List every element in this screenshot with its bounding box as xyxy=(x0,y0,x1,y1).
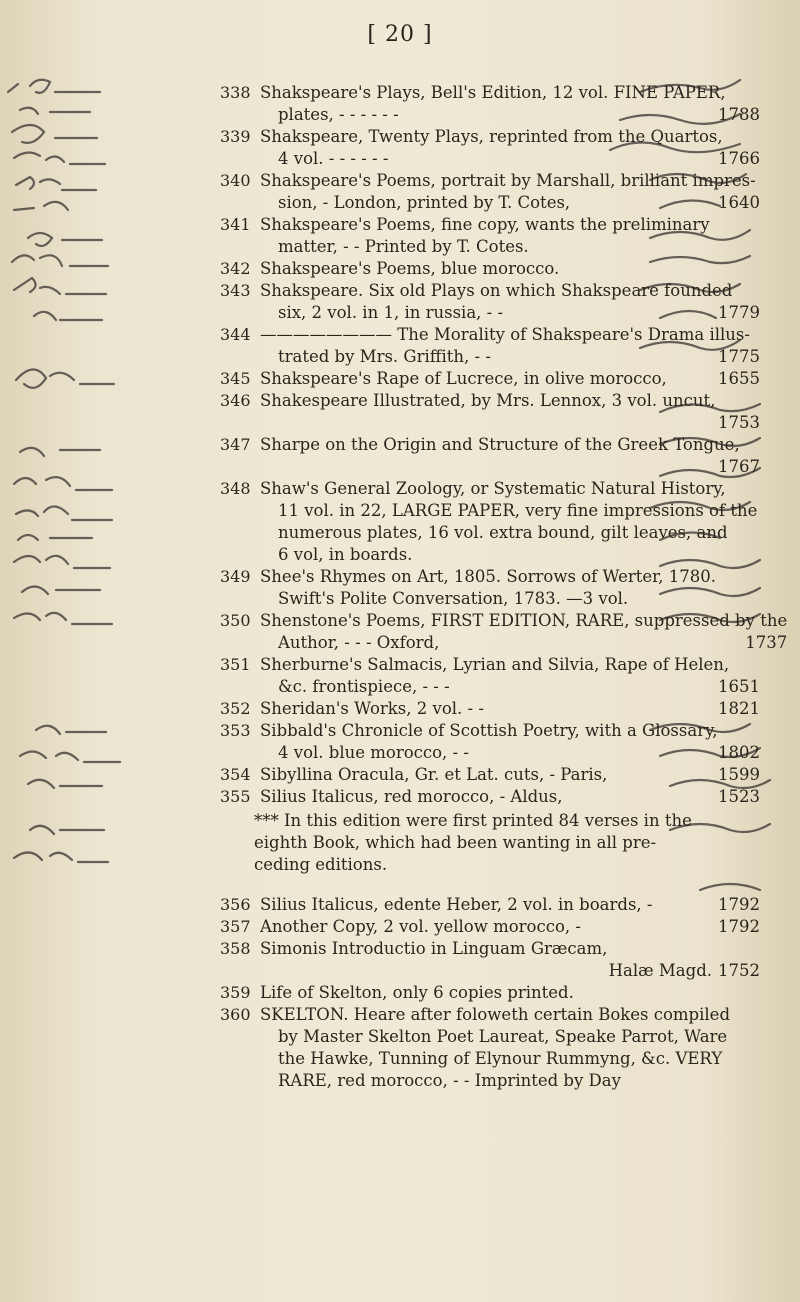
entry-year: 1779 xyxy=(718,303,760,322)
catalogue-entry xyxy=(220,1004,760,1092)
entry-text: plates, - - - - - - xyxy=(278,105,399,124)
entry-text: SKELTON. Heare after foloweth certain Bokes compiled xyxy=(260,1005,731,1024)
entry-text: Sheridan's Works, 2 vol. - - xyxy=(260,699,484,718)
entry-text: Swift's Polite Conversation, 1783. —3 vol. xyxy=(278,589,629,608)
entry-line xyxy=(260,1004,760,1026)
entry-year: 1802 xyxy=(718,743,760,762)
entry-text: Sibbald's Chronicle of Scottish Poetry, with a Glossary, xyxy=(260,721,718,740)
entry-year: 1767 xyxy=(718,457,760,476)
catalogue-entry xyxy=(220,610,788,654)
entry-text xyxy=(278,412,712,434)
entry-text: trated by Mrs. Griffith, - - xyxy=(278,347,491,366)
entry-list-continued xyxy=(220,894,760,1092)
entry-number: 352 xyxy=(220,699,251,718)
entry-line xyxy=(260,412,760,434)
entry-number: 346 xyxy=(220,391,251,410)
entry-text: Silius Italicus, edente Heber, 2 vol. in boards, - xyxy=(260,895,653,914)
entry-text: RARE, red morocco, - - Imprinted by Day xyxy=(278,1071,621,1090)
entry-description xyxy=(260,478,760,566)
catalogue-entry xyxy=(220,938,760,982)
entry-line xyxy=(260,126,760,148)
entry-line xyxy=(260,258,760,280)
entry-year: 1523 xyxy=(718,787,760,806)
entry-description xyxy=(260,654,760,698)
entry-line xyxy=(260,588,760,610)
entry-line xyxy=(260,610,787,632)
entry-text: Life of Skelton, only 6 copies printed. xyxy=(260,983,574,1002)
entry-line xyxy=(260,1048,760,1070)
entry-number: 339 xyxy=(220,127,251,146)
entry-text: Shaw's General Zoology, or Systematic Natural History, xyxy=(260,479,726,498)
entry-line xyxy=(260,82,760,104)
entry-number: 356 xyxy=(220,895,251,914)
entry-text: &c. frontispiece, - - - xyxy=(278,677,450,696)
entry-number: 348 xyxy=(220,479,251,498)
entry-line xyxy=(260,742,760,764)
entry-line xyxy=(260,544,760,566)
entry-line xyxy=(260,302,760,324)
entry-line xyxy=(260,982,760,1004)
entry-line xyxy=(260,654,760,676)
entry-description xyxy=(260,786,760,808)
footnote-line: ceding editions. xyxy=(254,855,388,874)
entry-text: Another Copy, 2 vol. yellow morocco, - xyxy=(260,917,581,936)
entry-year: 1766 xyxy=(718,149,760,168)
entry-line xyxy=(260,214,760,236)
entry-number: 355 xyxy=(220,787,251,806)
catalogue-entry xyxy=(220,280,760,324)
entry-number: 347 xyxy=(220,435,251,454)
entry-line xyxy=(260,236,760,258)
entry-text: Shakspeare, Twenty Plays, reprinted from the Quartos, xyxy=(260,127,723,146)
entry-text: 4 vol. blue morocco, - - xyxy=(278,743,469,762)
entry-text: 11 vol. in 22, LARGE PAPER, very fine impressions of the xyxy=(278,501,758,520)
entry-text: Simonis Introductio in Linguam Græcam, xyxy=(260,939,608,958)
entry-number: 358 xyxy=(220,939,251,958)
entry-text: by Master Skelton Poet Laureat, Speake Parrot, Ware xyxy=(278,1027,728,1046)
entry-description xyxy=(260,916,760,938)
footnote-line: *** In this edition were first printed 84 verses in the xyxy=(254,811,692,830)
entry-line xyxy=(260,916,760,938)
footnote xyxy=(254,810,760,876)
entry-number: 353 xyxy=(220,721,251,740)
entry-line xyxy=(260,170,760,192)
entry-line xyxy=(260,368,760,390)
entry-line xyxy=(260,894,760,916)
catalogue-entry xyxy=(220,82,760,126)
entry-description xyxy=(260,214,760,258)
entry-year: 1788 xyxy=(718,105,760,124)
catalogue-entry xyxy=(220,478,760,566)
entry-text: Shakspeare's Poems, blue morocco. xyxy=(260,259,560,278)
entry-year: 1655 xyxy=(718,369,760,388)
entry-text: Shakspeare's Poems, fine copy, wants the preliminary xyxy=(260,215,710,234)
entry-description xyxy=(260,610,787,654)
entry-line xyxy=(260,566,760,588)
catalogue-entry xyxy=(220,654,760,698)
entry-text: six, 2 vol. in 1, in russia, - - xyxy=(278,303,504,322)
entry-line xyxy=(260,720,760,742)
entry-year: 1792 xyxy=(718,917,760,936)
entry-text: ———————— The Morality of Shakspeare's Drama illus- xyxy=(260,325,750,344)
entry-line xyxy=(260,960,760,982)
entry-description xyxy=(260,126,760,170)
entry-line xyxy=(260,280,760,302)
catalogue-entries xyxy=(220,82,788,1092)
entry-description xyxy=(260,982,760,1004)
entry-number: 350 xyxy=(220,611,251,630)
entry-description xyxy=(260,390,760,434)
entry-line xyxy=(260,698,760,720)
entry-description xyxy=(260,324,760,368)
entry-number: 338 xyxy=(220,83,251,102)
entry-line xyxy=(260,1026,760,1048)
entry-number: 360 xyxy=(220,1005,251,1024)
entry-line xyxy=(260,434,760,456)
catalogue-entry xyxy=(220,368,760,390)
entry-description xyxy=(260,720,760,764)
entry-text: Shenstone's Poems, FIRST EDITION, RARE, suppressed by the xyxy=(260,611,788,630)
entry-year: 1651 xyxy=(718,677,760,696)
entry-number: 357 xyxy=(220,917,251,936)
entry-number: 359 xyxy=(220,983,251,1002)
entry-year: 1640 xyxy=(718,193,760,212)
entry-number: 354 xyxy=(220,765,251,784)
catalogue-entry xyxy=(220,214,760,258)
entry-text: Author, - - - Oxford, xyxy=(278,633,440,652)
entry-number: 351 xyxy=(220,655,251,674)
page-number: [ 20 ] xyxy=(367,22,433,47)
entry-line xyxy=(260,500,760,522)
entry-year: 1792 xyxy=(718,895,760,914)
entry-year: 1752 xyxy=(718,961,760,980)
entry-line xyxy=(260,346,760,368)
entry-line xyxy=(260,324,760,346)
entry-text: Shakspeare's Poems, portrait by Marshall, brilliant impres- xyxy=(260,171,756,190)
catalogue-entry xyxy=(220,434,760,478)
entry-line xyxy=(260,1070,760,1092)
entry-line xyxy=(260,632,787,654)
entry-text: 6 vol, in boards. xyxy=(278,545,413,564)
entry-line xyxy=(260,104,760,126)
catalogue-entry xyxy=(220,982,760,1004)
entry-number: 345 xyxy=(220,369,251,388)
entry-text: Sharpe on the Origin and Structure of the Greek Tongue, xyxy=(260,435,740,454)
entry-text: Sherburne's Salmacis, Lyrian and Silvia, Rape of Helen, xyxy=(260,655,730,674)
entry-description xyxy=(260,170,760,214)
entry-text: Shee's Rhymes on Art, 1805. Sorrows of Werter, 1780. xyxy=(260,567,716,586)
entry-text: Shakespeare Illustrated, by Mrs. Lennox, 3 vol. uncut, xyxy=(260,391,716,410)
entry-year: 1737 xyxy=(745,633,788,652)
entry-text: matter, - - Printed by T. Cotes. xyxy=(278,237,529,256)
entry-text: Shakspeare's Rape of Lucrece, in olive morocco, xyxy=(260,369,667,388)
catalogue-entry xyxy=(220,916,760,938)
catalogue-entry xyxy=(220,764,760,786)
entry-number: 349 xyxy=(220,567,251,586)
footnote-line: eighth Book, which had been wanting in all pre- xyxy=(254,833,657,852)
entry-description xyxy=(260,698,760,720)
entry-text: Silius Italicus, red morocco, - Aldus, xyxy=(260,787,563,806)
entry-list xyxy=(220,82,788,808)
catalogue-entry xyxy=(220,894,760,916)
entry-year: 1775 xyxy=(718,347,760,366)
entry-number: 340 xyxy=(220,171,251,190)
entry-description xyxy=(260,894,760,916)
entry-description xyxy=(260,938,760,982)
entry-text: Halæ Magd. xyxy=(608,961,712,980)
entry-description xyxy=(260,280,760,324)
entry-text: numerous plates, 16 vol. extra bound, gilt leaves, and xyxy=(278,523,728,542)
entry-line xyxy=(260,522,760,544)
entry-description xyxy=(260,434,760,478)
entry-year: 1821 xyxy=(718,699,760,718)
entry-line xyxy=(260,786,760,808)
entry-line xyxy=(260,148,760,170)
entry-text: Shakspeare's Plays, Bell's Edition, 12 vol. FINE PAPER, xyxy=(260,83,726,102)
entry-description xyxy=(260,566,760,610)
catalogue-entry xyxy=(220,566,760,610)
catalogue-entry xyxy=(220,786,760,808)
entry-text: the Hawke, Tunning of Elynour Rummyng, &c. VERY xyxy=(278,1049,723,1068)
entry-number: 343 xyxy=(220,281,251,300)
entry-text: sion, - London, printed by T. Cotes, xyxy=(278,193,571,212)
entry-number: 342 xyxy=(220,259,251,278)
entry-description xyxy=(260,1004,760,1092)
entry-year: 1753 xyxy=(718,413,760,432)
entry-description xyxy=(260,82,760,126)
entry-description xyxy=(260,258,760,280)
entry-line xyxy=(260,676,760,698)
entry-line xyxy=(260,478,760,500)
entry-line xyxy=(260,192,760,214)
entry-year: 1599 xyxy=(718,765,760,784)
entry-text xyxy=(278,456,712,478)
entry-description xyxy=(260,368,760,390)
entry-description xyxy=(260,764,760,786)
catalogue-entry xyxy=(220,390,760,434)
catalogue-entry xyxy=(220,324,760,368)
catalogue-entry xyxy=(220,170,760,214)
entry-line xyxy=(260,456,760,478)
entry-text: Sibyllina Oracula, Gr. et Lat. cuts, - Paris, xyxy=(260,765,608,784)
catalogue-entry xyxy=(220,698,760,720)
catalogue-entry xyxy=(220,720,760,764)
catalogue-entry xyxy=(220,126,760,170)
entry-text: 4 vol. - - - - - - xyxy=(278,149,389,168)
entry-line xyxy=(260,764,760,786)
entry-text: Shakspeare. Six old Plays on which Shakspeare founded xyxy=(260,281,733,300)
catalogue-entry xyxy=(220,258,760,280)
entry-number: 344 xyxy=(220,325,251,344)
entry-line xyxy=(260,938,760,960)
entry-number: 341 xyxy=(220,215,251,234)
entry-line xyxy=(260,390,760,412)
